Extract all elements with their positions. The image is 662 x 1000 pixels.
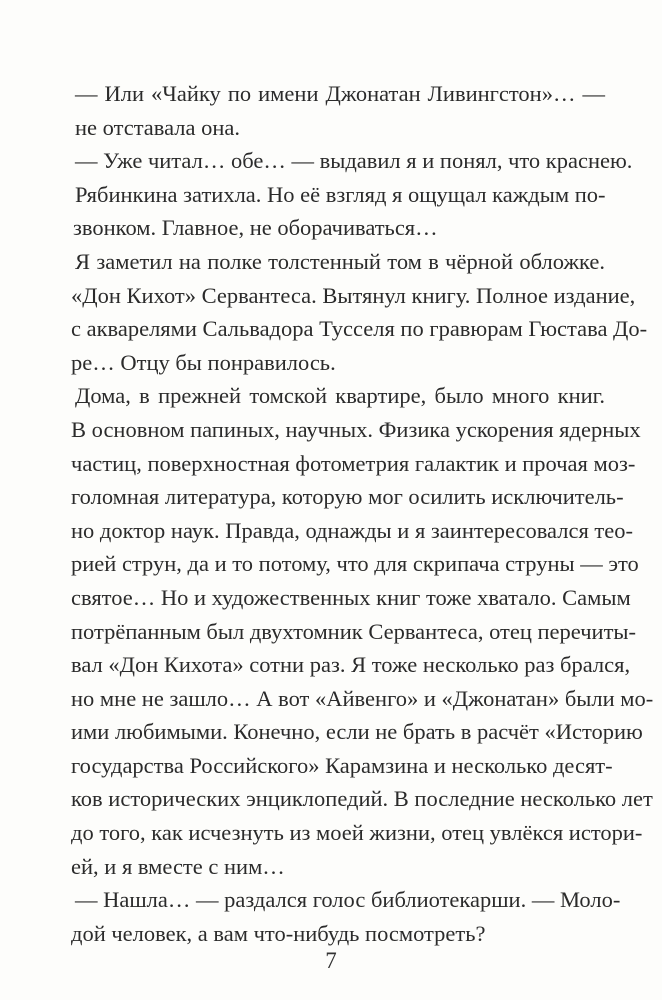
text-line: — Уже читал… обе… — выдавил я и понял, что краснею. [75, 148, 633, 174]
text-line: дой человек, а вам что-нибудь посмотреть? [71, 920, 486, 946]
text-line: вал «Дон Кихота» сотни раз. Я тоже несколько раз брался, [71, 652, 631, 678]
text-line: до того, как исчезнуть из моей жизни, отец увлёкся истори- [71, 820, 643, 846]
body-text [71, 77, 654, 950]
text-line: но доктор наук. Правда, однажды и я заинтересовался тео- [71, 517, 633, 543]
text-line: В основном папиных, научных. Физика ускорения ядерных [71, 416, 641, 442]
text-line: звонком. Главное, не оборачиваться… [73, 215, 438, 241]
text-line: частиц, поверхностная фотометрия галактик и прочая моз- [71, 450, 636, 476]
text-line: голомная литература, которую мог осилить исключитель- [71, 484, 624, 510]
text-line: Рябинкина затихла. Но её взгляд я ощущал каждым по- [75, 181, 606, 207]
text-line: святое… Но и художественных книг тоже хватало. Самым [71, 584, 631, 610]
text-line: ков исторических энциклопедий. В последние несколько лет [71, 786, 653, 812]
text-line: но мне не зашло… А вот «Айвенго» и «Джонатан» были мо- [71, 685, 654, 711]
text-line: ей, и я вместе с ним… [71, 853, 285, 879]
text-line: — Или «Чайку по имени Джонатан Ливингстон»… — [75, 81, 605, 106]
text-line: «Дон Кихот» Сервантеса. Вытянул книгу. Полное издание, [71, 282, 636, 308]
text-line: рией струн, да и то потому, что для скрипача струны — это [71, 551, 639, 577]
text-line: Я заметил на полке толстенный том в чёрной обложке. [75, 248, 605, 274]
page-number: 7 [325, 948, 337, 973]
text-line: государства Российского» Карамзина и несколько десят- [71, 752, 613, 778]
text-line: — Нашла… — раздался голос библиотекарши. — Моло- [75, 887, 621, 913]
text-line: не отставала она. [75, 114, 241, 140]
text-line: ими любимыми. Конечно, если не брать в расчёт «Историю [71, 719, 643, 745]
text-line: ре… Отцу бы понравилось. [71, 349, 336, 375]
text-line: Дома, в прежней томской квартире, было много книг. [75, 383, 605, 409]
text-line: потрёпанным был двухтомник Сервантеса, отец перечиты- [71, 618, 637, 644]
text-line: с акварелями Сальвадора Тусселя по гравюрам Гюстава До- [71, 316, 648, 342]
